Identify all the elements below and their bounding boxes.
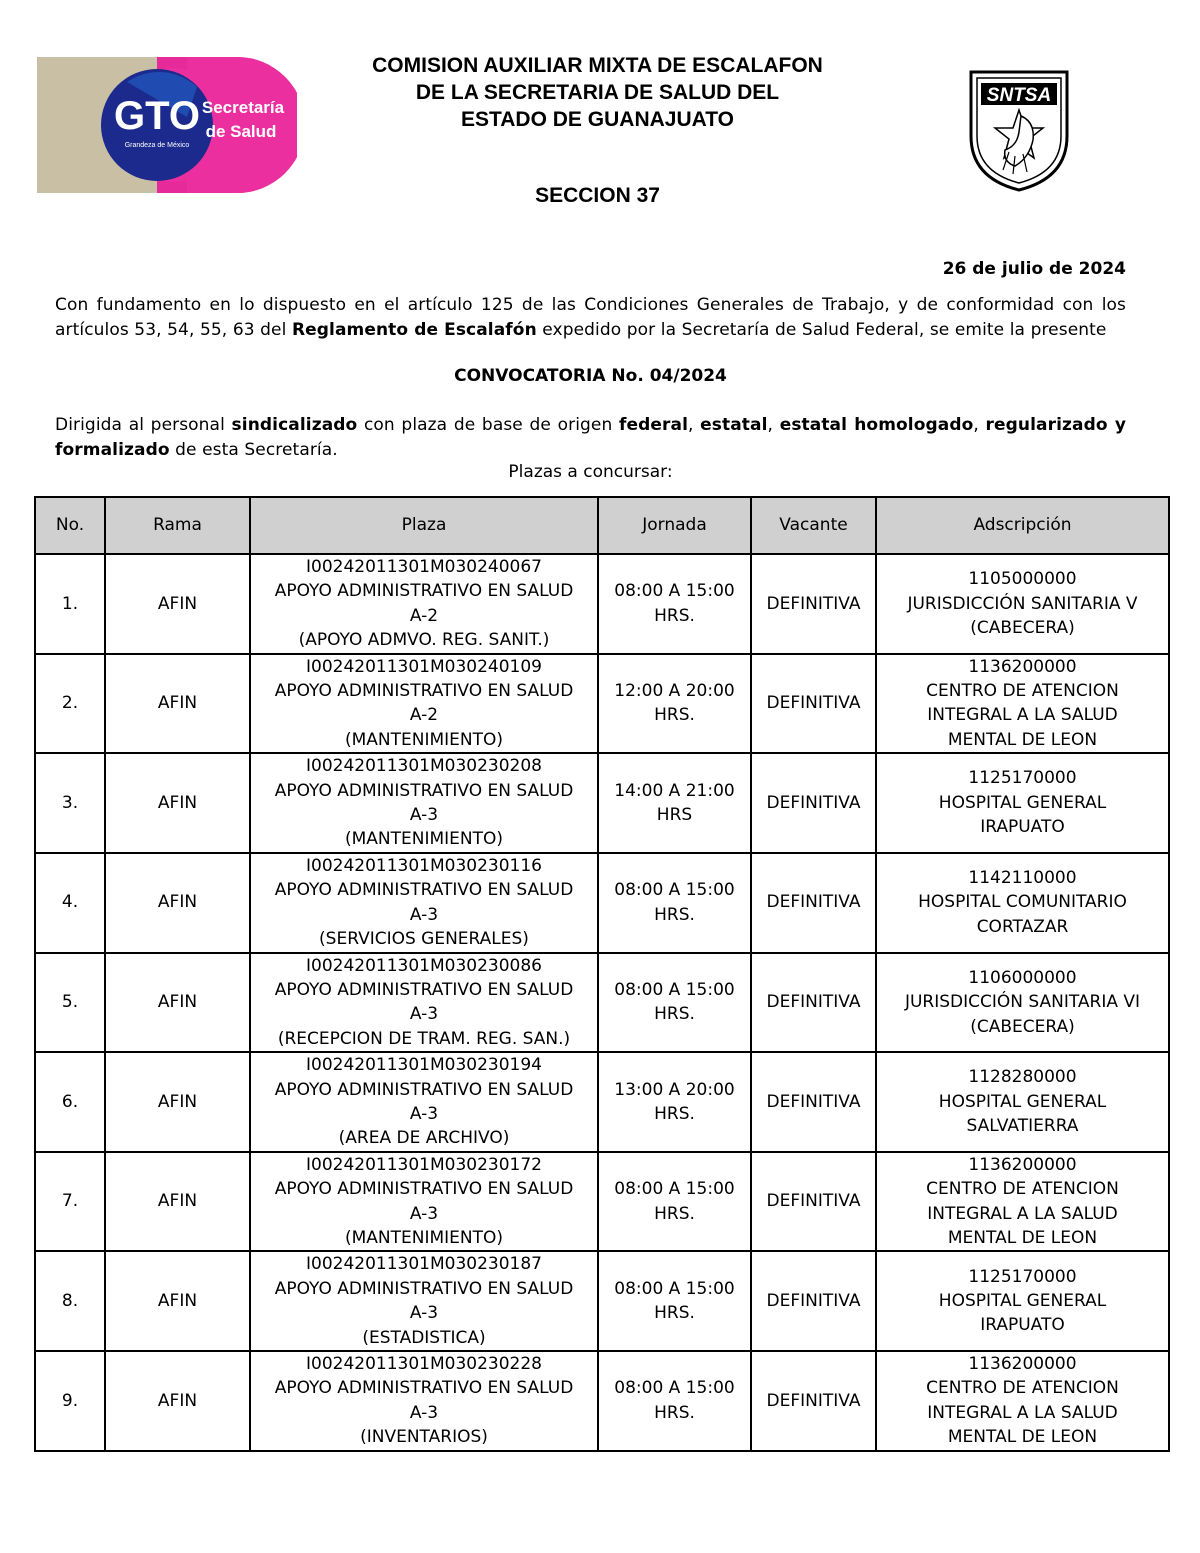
adsc-line: IRAPUATO bbox=[980, 1315, 1065, 1336]
directed-text-5: , bbox=[973, 415, 986, 435]
cell-rama: AFIN bbox=[105, 554, 250, 654]
directed-bold-1: sindicalizado bbox=[231, 415, 358, 435]
jornada-suffix: HRS. bbox=[654, 1303, 695, 1324]
secretaria-salud-logo bbox=[37, 57, 297, 193]
plaza-area: (MANTENIMIENTO) bbox=[344, 829, 504, 850]
cell-jornada bbox=[598, 953, 751, 1053]
col-header-rama: Rama bbox=[105, 497, 250, 554]
cell-jornada bbox=[598, 554, 751, 654]
plaza-nivel: A-3 bbox=[409, 1004, 439, 1025]
directed-text-2: con plaza de base de origen bbox=[357, 415, 619, 435]
title-line-2: DE LA SECRETARIA DE SALUD DEL bbox=[415, 81, 780, 104]
jornada-hours: 08:00 A 15:00 bbox=[614, 581, 735, 602]
cell-no: 5. bbox=[35, 953, 105, 1053]
adsc-line: HOSPITAL GENERAL bbox=[938, 792, 1107, 813]
plaza-nivel: A-3 bbox=[409, 1402, 439, 1423]
cell-adscripcion bbox=[876, 953, 1169, 1053]
jornada-suffix: HRS. bbox=[654, 1103, 695, 1124]
sntsa-shield-logo bbox=[963, 66, 1075, 194]
plaza-code: I00242011301M030230208 bbox=[306, 756, 542, 777]
adsc-line: INTEGRAL A LA SALUD bbox=[927, 1402, 1118, 1423]
jornada-suffix: HRS. bbox=[654, 1004, 695, 1025]
logo-line2: de Salud bbox=[205, 122, 277, 141]
table-row bbox=[35, 1251, 1169, 1351]
plaza-area: (INVENTARIOS) bbox=[360, 1427, 488, 1448]
cell-no: 2. bbox=[35, 654, 105, 754]
directed-paragraph bbox=[55, 413, 1126, 462]
cell-vacante: DEFINITIVA bbox=[751, 953, 876, 1053]
adsc-line: SALVATIERRA bbox=[966, 1116, 1079, 1137]
plaza-code: I00242011301M030230086 bbox=[306, 955, 542, 976]
adsc-line: INTEGRAL A LA SALUD bbox=[927, 1203, 1118, 1224]
plaza-puesto: APOYO ADMINISTRATIVO EN SALUD bbox=[274, 581, 574, 602]
jornada-hours: 08:00 A 15:00 bbox=[614, 1179, 735, 1200]
cell-plaza bbox=[250, 1152, 598, 1252]
adsc-line: HOSPITAL GENERAL bbox=[938, 1290, 1107, 1311]
plaza-area: (SERVICIOS GENERALES) bbox=[319, 929, 529, 950]
plaza-nivel: A-3 bbox=[409, 1203, 439, 1224]
title-line-3: ESTADO DE GUANAJUATO bbox=[460, 108, 735, 131]
sntsa-text: SNTSA bbox=[986, 85, 1052, 106]
plaza-code: I00242011301M030240109 bbox=[306, 656, 542, 677]
cell-vacante: DEFINITIVA bbox=[751, 654, 876, 754]
jornada-hours: 13:00 A 20:00 bbox=[614, 1079, 735, 1100]
cell-adscripcion bbox=[876, 853, 1169, 953]
adsc-line: 1142110000 bbox=[968, 868, 1077, 889]
plaza-area: (AREA DE ARCHIVO) bbox=[338, 1128, 510, 1149]
adsc-line: HOSPITAL GENERAL bbox=[938, 1091, 1107, 1112]
cell-plaza bbox=[250, 654, 598, 754]
adsc-line: JURISDICCIÓN SANITARIA V bbox=[907, 593, 1138, 614]
section-title: SECCION 37 bbox=[535, 184, 660, 207]
col-header-plaza: Plaza bbox=[250, 497, 598, 554]
logo-subtitle: Grandeza de México bbox=[124, 142, 190, 149]
plaza-puesto: APOYO ADMINISTRATIVO EN SALUD bbox=[274, 1278, 574, 1299]
plaza-code: I00242011301M030230194 bbox=[306, 1055, 542, 1076]
title-line-1: COMISION AUXILIAR MIXTA DE ESCALAFON bbox=[372, 54, 823, 77]
directed-text-6: de esta Secretaría. bbox=[169, 439, 338, 460]
jornada-hours: 12:00 A 20:00 bbox=[614, 681, 735, 702]
cell-vacante: DEFINITIVA bbox=[751, 753, 876, 853]
directed-bold-3: estatal bbox=[700, 415, 768, 435]
adsc-line: HOSPITAL COMUNITARIO bbox=[918, 892, 1127, 913]
cell-jornada bbox=[598, 654, 751, 754]
logo-line1: Secretaría bbox=[201, 98, 285, 117]
jornada-hours: 08:00 A 15:00 bbox=[614, 1378, 735, 1399]
plaza-nivel: A-2 bbox=[409, 605, 439, 626]
jornada-hours: 08:00 A 15:00 bbox=[614, 880, 735, 901]
cell-vacante: DEFINITIVA bbox=[751, 853, 876, 953]
cell-no: 8. bbox=[35, 1251, 105, 1351]
cell-adscripcion bbox=[876, 1052, 1169, 1152]
plaza-puesto: APOYO ADMINISTRATIVO EN SALUD bbox=[274, 880, 574, 901]
cell-rama: AFIN bbox=[105, 654, 250, 754]
logo-gto-text: GTO bbox=[114, 94, 200, 138]
plaza-nivel: A-3 bbox=[409, 904, 439, 925]
adsc-line: MENTAL DE LEON bbox=[947, 1427, 1098, 1448]
jornada-hours: 08:00 A 15:00 bbox=[614, 1278, 735, 1299]
adsc-line: 1136200000 bbox=[968, 656, 1077, 677]
cell-vacante: DEFINITIVA bbox=[751, 1351, 876, 1451]
col-header-adscripcion: Adscripción bbox=[876, 497, 1169, 554]
cell-rama: AFIN bbox=[105, 753, 250, 853]
cell-vacante: DEFINITIVA bbox=[751, 1251, 876, 1351]
table-row bbox=[35, 1351, 1169, 1451]
cell-no: 3. bbox=[35, 753, 105, 853]
adsc-line: 1125170000 bbox=[968, 1266, 1077, 1287]
intro-text-2: expedido por la Secretaría de Salud Federal, se emite la presente bbox=[536, 319, 1107, 340]
adsc-line: MENTAL DE LEON bbox=[947, 1227, 1098, 1248]
plaza-puesto: APOYO ADMINISTRATIVO EN SALUD bbox=[274, 1079, 574, 1100]
cell-adscripcion bbox=[876, 1152, 1169, 1252]
cell-jornada bbox=[598, 853, 751, 953]
directed-bold-5: regularizado y formalizado bbox=[55, 415, 1126, 460]
adsc-line: 1105000000 bbox=[968, 569, 1077, 590]
col-header-no: No. bbox=[35, 497, 105, 554]
cell-rama: AFIN bbox=[105, 1052, 250, 1152]
plaza-nivel: A-2 bbox=[409, 705, 439, 726]
adsc-line: CENTRO DE ATENCION bbox=[926, 681, 1119, 702]
cell-jornada bbox=[598, 1351, 751, 1451]
plaza-nivel: A-3 bbox=[409, 805, 439, 826]
cell-no: 7. bbox=[35, 1152, 105, 1252]
intro-bold: Reglamento de Escalafón bbox=[291, 319, 537, 340]
cell-plaza bbox=[250, 1052, 598, 1152]
plaza-puesto: APOYO ADMINISTRATIVO EN SALUD bbox=[274, 681, 574, 702]
cell-vacante: DEFINITIVA bbox=[751, 1152, 876, 1252]
table-row bbox=[35, 1052, 1169, 1152]
plazas-label: Plazas a concursar: bbox=[508, 462, 673, 482]
convocatoria-title: CONVOCATORIA No. 04/2024 bbox=[454, 366, 727, 386]
cell-plaza bbox=[250, 1351, 598, 1451]
adsc-line: 1106000000 bbox=[968, 967, 1077, 988]
intro-paragraph bbox=[55, 293, 1126, 342]
adsc-line: IRAPUATO bbox=[980, 817, 1065, 838]
cell-rama: AFIN bbox=[105, 1351, 250, 1451]
directed-text-1: Dirigida al personal bbox=[55, 415, 232, 435]
plaza-code: I00242011301M030230172 bbox=[306, 1154, 542, 1175]
directed-bold-4: estatal homologado bbox=[779, 415, 974, 435]
adsc-line: JURISDICCIÓN SANITARIA VI bbox=[904, 992, 1141, 1013]
plaza-puesto: APOYO ADMINISTRATIVO EN SALUD bbox=[274, 1378, 574, 1399]
adsc-line: INTEGRAL A LA SALUD bbox=[927, 705, 1118, 726]
plaza-code: I00242011301M030240067 bbox=[306, 557, 542, 577]
table-row bbox=[35, 853, 1169, 953]
cell-rama: AFIN bbox=[105, 953, 250, 1053]
directed-bold-2: federal bbox=[618, 415, 688, 435]
cell-adscripcion bbox=[876, 753, 1169, 853]
adsc-line: CORTAZAR bbox=[976, 916, 1069, 937]
cell-rama: AFIN bbox=[105, 853, 250, 953]
cell-vacante: DEFINITIVA bbox=[751, 1052, 876, 1152]
cell-plaza bbox=[250, 554, 598, 654]
jornada-hours: 14:00 A 21:00 bbox=[614, 780, 735, 801]
document-date: 26 de julio de 2024 bbox=[942, 259, 1126, 279]
plaza-puesto: APOYO ADMINISTRATIVO EN SALUD bbox=[274, 780, 574, 801]
cell-adscripcion bbox=[876, 1251, 1169, 1351]
plaza-nivel: A-3 bbox=[409, 1303, 439, 1324]
plaza-area: (ESTADISTICA) bbox=[362, 1327, 486, 1348]
cell-plaza bbox=[250, 753, 598, 853]
plaza-code: I00242011301M030230187 bbox=[306, 1254, 542, 1275]
cell-no: 9. bbox=[35, 1351, 105, 1451]
jornada-suffix: HRS. bbox=[654, 1203, 695, 1224]
jornada-hours: 08:00 A 15:00 bbox=[614, 979, 735, 1000]
cell-plaza bbox=[250, 1251, 598, 1351]
plaza-puesto: APOYO ADMINISTRATIVO EN SALUD bbox=[274, 979, 574, 1000]
jornada-suffix: HRS. bbox=[654, 904, 695, 925]
directed-text-4: , bbox=[767, 415, 780, 435]
cell-vacante: DEFINITIVA bbox=[751, 554, 876, 654]
cell-jornada bbox=[598, 753, 751, 853]
adsc-line: 1136200000 bbox=[968, 1154, 1077, 1175]
cell-plaza bbox=[250, 953, 598, 1053]
plaza-nivel: A-3 bbox=[409, 1103, 439, 1124]
adsc-line: (CABECERA) bbox=[970, 1016, 1075, 1037]
plaza-area: (APOYO ADMVO. REG. SANIT.) bbox=[298, 630, 550, 651]
table-row bbox=[35, 953, 1169, 1053]
adsc-line: MENTAL DE LEON bbox=[947, 729, 1098, 750]
table-row bbox=[35, 1152, 1169, 1252]
col-header-jornada: Jornada bbox=[598, 497, 751, 554]
plaza-code: I00242011301M030230228 bbox=[306, 1354, 542, 1374]
intro-text-1: Con fundamento en lo dispuesto en el artículo 125 de las Condiciones Generales de Trabajo, y de conformidad con los artículos 53, 54, 55, 63 del bbox=[55, 295, 1126, 340]
adsc-line: 1125170000 bbox=[968, 768, 1077, 789]
col-header-vacante: Vacante bbox=[751, 497, 876, 554]
plaza-area: (RECEPCION DE TRAM. REG. SAN.) bbox=[277, 1028, 571, 1049]
cell-plaza bbox=[250, 853, 598, 953]
cell-jornada bbox=[598, 1251, 751, 1351]
plaza-code: I00242011301M030230116 bbox=[306, 855, 542, 876]
header-title bbox=[330, 52, 865, 133]
plazas-table bbox=[34, 496, 1170, 1452]
table-row bbox=[35, 554, 1169, 654]
cell-no: 1. bbox=[35, 554, 105, 654]
cell-rama: AFIN bbox=[105, 1251, 250, 1351]
cell-rama: AFIN bbox=[105, 1152, 250, 1252]
jornada-suffix: HRS bbox=[656, 805, 693, 826]
plaza-area: (MANTENIMIENTO) bbox=[344, 1227, 504, 1248]
table-row bbox=[35, 753, 1169, 853]
jornada-suffix: HRS. bbox=[654, 705, 695, 726]
table-row bbox=[35, 654, 1169, 754]
adsc-line: CENTRO DE ATENCION bbox=[926, 1378, 1119, 1399]
cell-adscripcion bbox=[876, 654, 1169, 754]
cell-jornada bbox=[598, 1152, 751, 1252]
cell-no: 6. bbox=[35, 1052, 105, 1152]
directed-text-3: , bbox=[688, 415, 701, 435]
adsc-line: 1128280000 bbox=[968, 1067, 1077, 1088]
adsc-line: 1136200000 bbox=[968, 1354, 1077, 1374]
adsc-line: (CABECERA) bbox=[970, 618, 1075, 639]
cell-no: 4. bbox=[35, 853, 105, 953]
jornada-suffix: HRS. bbox=[654, 605, 695, 626]
adsc-line: CENTRO DE ATENCION bbox=[926, 1179, 1119, 1200]
table-header-row bbox=[35, 497, 1169, 554]
cell-adscripcion bbox=[876, 1351, 1169, 1451]
jornada-suffix: HRS. bbox=[654, 1402, 695, 1423]
cell-jornada bbox=[598, 1052, 751, 1152]
plaza-puesto: APOYO ADMINISTRATIVO EN SALUD bbox=[274, 1179, 574, 1200]
cell-adscripcion bbox=[876, 554, 1169, 654]
plaza-area: (MANTENIMIENTO) bbox=[344, 729, 504, 750]
